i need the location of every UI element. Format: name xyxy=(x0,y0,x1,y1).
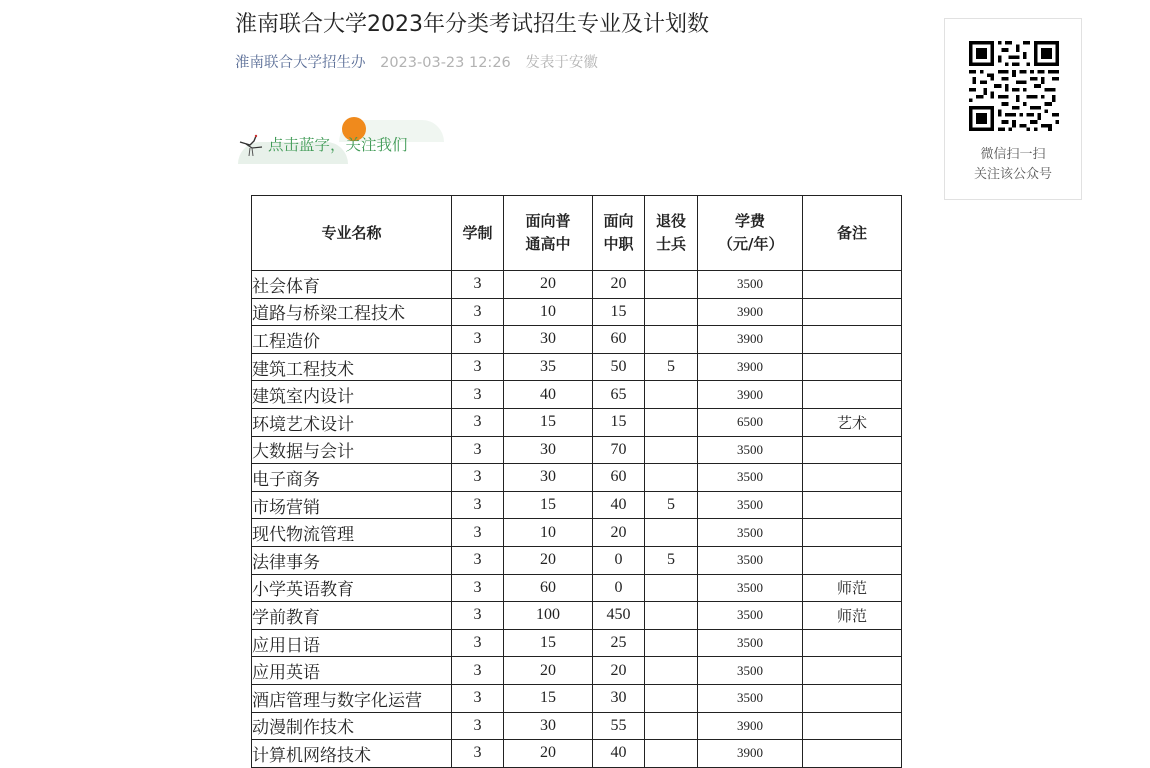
qr-caption-line1: 微信扫一扫 xyxy=(980,147,1046,162)
major-name-cell: 学前教育 xyxy=(252,602,452,630)
major-name-cell: 社会体育 xyxy=(252,271,452,299)
highschool-quota-cell: 20 xyxy=(504,657,593,685)
table-row xyxy=(252,381,902,409)
veteran-quota-cell xyxy=(645,326,698,354)
vocational-quota-cell: 15 xyxy=(593,408,645,436)
highschool-quota-cell: 20 xyxy=(504,271,593,299)
vocational-quota-cell: 20 xyxy=(593,271,645,299)
duration-cell: 3 xyxy=(452,602,504,630)
veteran-quota-cell xyxy=(645,519,698,547)
vocational-quota-cell: 40 xyxy=(593,491,645,519)
highschool-quota-cell: 30 xyxy=(504,436,593,464)
author-link[interactable]: 淮南联合大学招生办 xyxy=(235,55,366,71)
tuition-cell: 3500 xyxy=(698,546,803,574)
tuition-cell: 3900 xyxy=(698,353,803,381)
table-row xyxy=(252,436,902,464)
note-cell xyxy=(803,684,902,712)
veteran-quota-cell xyxy=(645,271,698,299)
note-cell xyxy=(803,491,902,519)
duration-cell: 3 xyxy=(452,326,504,354)
duration-cell: 3 xyxy=(452,381,504,409)
highschool-quota-cell: 15 xyxy=(504,629,593,657)
tuition-cell: 3500 xyxy=(698,271,803,299)
tuition-cell: 6500 xyxy=(698,408,803,436)
vocational-quota-cell: 60 xyxy=(593,464,645,492)
duration-cell: 3 xyxy=(452,491,504,519)
highschool-quota-cell: 30 xyxy=(504,464,593,492)
table-header-row xyxy=(252,196,902,271)
table-row xyxy=(252,491,902,519)
tuition-cell: 3500 xyxy=(698,436,803,464)
highschool-quota-cell: 20 xyxy=(504,546,593,574)
note-cell xyxy=(803,519,902,547)
table-row xyxy=(252,271,902,299)
vocational-quota-cell: 0 xyxy=(593,574,645,602)
note-cell xyxy=(803,464,902,492)
major-name-cell: 电子商务 xyxy=(252,464,452,492)
duration-cell: 3 xyxy=(452,657,504,685)
note-cell: 艺术 xyxy=(803,408,902,436)
veteran-quota-cell xyxy=(645,657,698,685)
highschool-quota-cell: 15 xyxy=(504,408,593,436)
vocational-quota-cell: 40 xyxy=(593,740,645,768)
table-row xyxy=(252,684,902,712)
publish-date: 2023-03-23 12:26 xyxy=(380,55,511,71)
major-name-cell: 建筑工程技术 xyxy=(252,353,452,381)
tuition-cell: 3500 xyxy=(698,464,803,492)
vocational-quota-cell: 30 xyxy=(593,684,645,712)
crane-icon xyxy=(236,132,266,158)
vocational-quota-cell: 20 xyxy=(593,657,645,685)
table-row xyxy=(252,574,902,602)
major-name-cell: 应用英语 xyxy=(252,657,452,685)
table-row xyxy=(252,712,902,740)
tuition-cell: 3500 xyxy=(698,491,803,519)
tuition-cell: 3900 xyxy=(698,740,803,768)
duration-cell: 3 xyxy=(452,712,504,740)
follow-banner xyxy=(234,112,464,164)
tuition-cell: 3500 xyxy=(698,684,803,712)
veteran-quota-cell xyxy=(645,684,698,712)
major-name-cell: 动漫制作技术 xyxy=(252,712,452,740)
duration-cell: 3 xyxy=(452,464,504,492)
vocational-quota-cell: 450 xyxy=(593,602,645,630)
article-meta xyxy=(235,52,598,74)
highschool-quota-cell: 35 xyxy=(504,353,593,381)
vocational-quota-cell: 15 xyxy=(593,298,645,326)
tuition-cell: 3900 xyxy=(698,326,803,354)
note-cell xyxy=(803,712,902,740)
vocational-quota-cell: 55 xyxy=(593,712,645,740)
highschool-quota-cell: 20 xyxy=(504,740,593,768)
enrollment-plan-table xyxy=(251,195,902,768)
header-highschool: 面向普通高中 xyxy=(504,196,593,271)
header-major: 专业名称 xyxy=(252,196,452,271)
table-row xyxy=(252,298,902,326)
qr-caption-line2: 关注该公众号 xyxy=(973,167,1052,182)
veteran-quota-cell xyxy=(645,381,698,409)
tuition-cell: 3500 xyxy=(698,657,803,685)
veteran-quota-cell xyxy=(645,464,698,492)
qr-card xyxy=(944,18,1082,200)
note-cell xyxy=(803,298,902,326)
header-tuition: 学费（元/年） xyxy=(698,196,803,271)
major-name-cell: 法律事务 xyxy=(252,546,452,574)
note-cell xyxy=(803,740,902,768)
note-cell xyxy=(803,657,902,685)
major-name-cell: 市场营销 xyxy=(252,491,452,519)
highschool-quota-cell: 60 xyxy=(504,574,593,602)
vocational-quota-cell: 25 xyxy=(593,629,645,657)
vocational-quota-cell: 65 xyxy=(593,381,645,409)
header-duration: 学制 xyxy=(452,196,504,271)
note-cell xyxy=(803,629,902,657)
note-cell xyxy=(803,271,902,299)
veteran-quota-cell xyxy=(645,574,698,602)
table-row xyxy=(252,602,902,630)
tuition-cell: 3900 xyxy=(698,298,803,326)
duration-cell: 3 xyxy=(452,740,504,768)
duration-cell: 3 xyxy=(452,519,504,547)
header-vocational: 面向中职 xyxy=(593,196,645,271)
vocational-quota-cell: 70 xyxy=(593,436,645,464)
veteran-quota-cell: 5 xyxy=(645,491,698,519)
duration-cell: 3 xyxy=(452,353,504,381)
veteran-quota-cell xyxy=(645,602,698,630)
highschool-quota-cell: 30 xyxy=(504,326,593,354)
note-cell xyxy=(803,546,902,574)
header-veterans: 退役士兵 xyxy=(645,196,698,271)
qr-caption xyxy=(945,145,1081,185)
note-cell: 师范 xyxy=(803,574,902,602)
note-cell xyxy=(803,436,902,464)
table-row xyxy=(252,464,902,492)
table-row xyxy=(252,629,902,657)
major-name-cell: 应用日语 xyxy=(252,629,452,657)
duration-cell: 3 xyxy=(452,574,504,602)
note-cell xyxy=(803,381,902,409)
veteran-quota-cell xyxy=(645,629,698,657)
highschool-quota-cell: 15 xyxy=(504,684,593,712)
table-row xyxy=(252,657,902,685)
duration-cell: 3 xyxy=(452,684,504,712)
highschool-quota-cell: 30 xyxy=(504,712,593,740)
major-name-cell: 建筑室内设计 xyxy=(252,381,452,409)
veteran-quota-cell xyxy=(645,740,698,768)
tuition-cell: 3500 xyxy=(698,629,803,657)
vocational-quota-cell: 0 xyxy=(593,546,645,574)
veteran-quota-cell xyxy=(645,712,698,740)
veteran-quota-cell: 5 xyxy=(645,546,698,574)
highschool-quota-cell: 100 xyxy=(504,602,593,630)
duration-cell: 3 xyxy=(452,436,504,464)
major-name-cell: 工程造价 xyxy=(252,326,452,354)
duration-cell: 3 xyxy=(452,629,504,657)
major-name-cell: 现代物流管理 xyxy=(252,519,452,547)
note-cell xyxy=(803,353,902,381)
duration-cell: 3 xyxy=(452,546,504,574)
tuition-cell: 3500 xyxy=(698,574,803,602)
article-title: 淮南联合大学2023年分类考试招生专业及计划数 xyxy=(235,12,709,37)
vocational-quota-cell: 60 xyxy=(593,326,645,354)
major-name-cell: 大数据与会计 xyxy=(252,436,452,464)
table-row xyxy=(252,546,902,574)
veteran-quota-cell: 5 xyxy=(645,353,698,381)
veteran-quota-cell xyxy=(645,298,698,326)
tuition-cell: 3900 xyxy=(698,381,803,409)
major-name-cell: 道路与桥梁工程技术 xyxy=(252,298,452,326)
table-row xyxy=(252,519,902,547)
major-name-cell: 环境艺术设计 xyxy=(252,408,452,436)
major-name-cell: 小学英语教育 xyxy=(252,574,452,602)
major-name-cell: 酒店管理与数字化运营 xyxy=(252,684,452,712)
tuition-cell: 3900 xyxy=(698,712,803,740)
note-cell: 师范 xyxy=(803,602,902,630)
veteran-quota-cell xyxy=(645,436,698,464)
highschool-quota-cell: 10 xyxy=(504,298,593,326)
table-row xyxy=(252,353,902,381)
header-notes: 备注 xyxy=(803,196,902,271)
highschool-quota-cell: 15 xyxy=(504,491,593,519)
duration-cell: 3 xyxy=(452,271,504,299)
note-cell xyxy=(803,326,902,354)
highschool-quota-cell: 40 xyxy=(504,381,593,409)
vocational-quota-cell: 20 xyxy=(593,519,645,547)
tuition-cell: 3500 xyxy=(698,519,803,547)
duration-cell: 3 xyxy=(452,298,504,326)
veteran-quota-cell xyxy=(645,408,698,436)
qr-code-icon xyxy=(969,41,1059,131)
tuition-cell: 3500 xyxy=(698,602,803,630)
publish-location: 发表于安徽 xyxy=(525,55,598,71)
major-name-cell: 计算机网络技术 xyxy=(252,740,452,768)
duration-cell: 3 xyxy=(452,408,504,436)
table-row xyxy=(252,408,902,436)
table-row xyxy=(252,326,902,354)
vocational-quota-cell: 50 xyxy=(593,353,645,381)
table-row xyxy=(252,740,902,768)
highschool-quota-cell: 10 xyxy=(504,519,593,547)
follow-link[interactable]: 点击蓝字，关注我们 xyxy=(268,136,408,154)
